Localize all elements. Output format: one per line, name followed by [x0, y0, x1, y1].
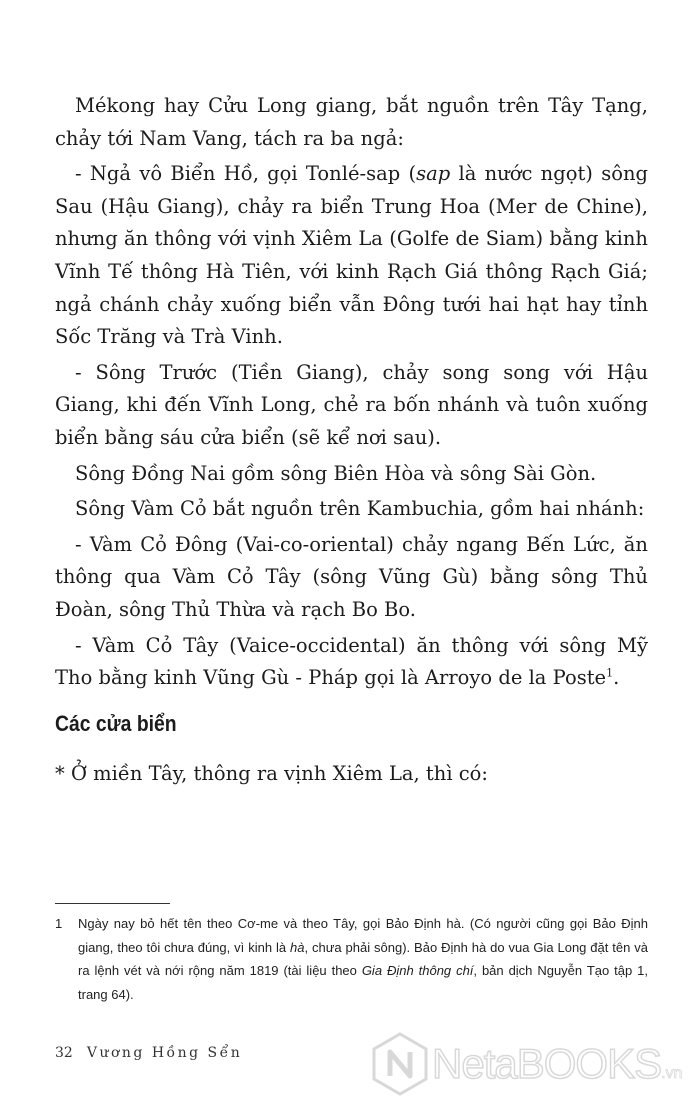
paragraph-hau-giang: - Ngả vô Biển Hồ, gọi Tonlé-sap (sap là nước ngọt) sông Sau (Hậu Giang), chảy ra biển Trung Hoa (Mer de Chine), nhưng ăn thông với vịnh Xiêm La (Golfe de Siam) bằng kinh Vĩnh Tế thông Hà Tiên, với kinh Rạch Giá thông Rạch Giá; ngả chánh chảy xuống biển vẫn Đông tưới hai hạt hay tỉnh Sốc Trăng và Trà Vinh. [55, 162, 648, 349]
footnote-ref: 1 [606, 666, 614, 680]
watermark [372, 1018, 692, 1108]
page-footer [55, 1045, 242, 1061]
footnote-number: 1 [55, 916, 63, 931]
section-heading: Các cửa biển [55, 711, 177, 736]
footnote [55, 912, 648, 1006]
paragraph-tien-giang: - Sông Trước (Tiền Giang), chảy song song với Hậu Giang, khi đến Vĩnh Long, chẻ ra bốn nhánh và tuôn xuống biển bằng sáu cửa biển (sẽ kể nơi sau). [55, 360, 648, 449]
footnote-text: Ngày nay bỏ hết tên theo Cơ-me và theo Tây, gọi Bảo Định hà. (Có người cũng gọi Bảo Định giang, theo tôi chưa đúng, vì kinh là hà, chưa phải sông). Bảo Định hà do vua Gia Long đặt tên và ra lệnh vét và nới rộng năm 1819 (tài liệu theo Gia Định thông chí, bản dịch Nguyễn Tạo tập 1, trang 64). [78, 916, 648, 1002]
page-number: 32 [55, 1045, 73, 1061]
footnote-divider [55, 903, 170, 904]
author-name: Vương Hồng Sển [86, 1045, 243, 1061]
netabooks-logo-icon [372, 1032, 428, 1096]
section-intro-line: * Ở miền Tây, thông ra vịnh Xiêm La, thì có: [55, 762, 488, 785]
paragraph-dong-nai: Sông Đồng Nai gồm sông Biên Hòa và sông Sài Gòn. [75, 461, 597, 485]
paragraph-vam-co-tay: - Vàm Cỏ Tây (Vaice-occidental) ăn thông với sông Mỹ Tho bằng kinh Vũng Gù - Pháp gọi là Arroyo de la Poste$^1$. [55, 633, 648, 690]
paragraph-vam-co-dong: - Vàm Cỏ Đông (Vai-co-oriental) chảy ngang Bến Lức, ăn thông qua Vàm Cỏ Tây (sông Vũng Gù) bằng sông Thủ Đoàn, sông Thủ Thừa và rạch Bo Bo. [55, 532, 648, 621]
watermark-text: NetaBOOKS.vn [432, 1040, 683, 1087]
paragraph-mekong: Mékong hay Cửu Long giang, bắt nguồn trên Tây Tạng, chảy tới Nam Vang, tách ra ba ngả: [55, 94, 648, 150]
paragraph-vam-co: Sông Vàm Cỏ bắt nguồn trên Kambuchia, gồm hai nhánh: [75, 497, 645, 521]
body-text [55, 90, 648, 698]
